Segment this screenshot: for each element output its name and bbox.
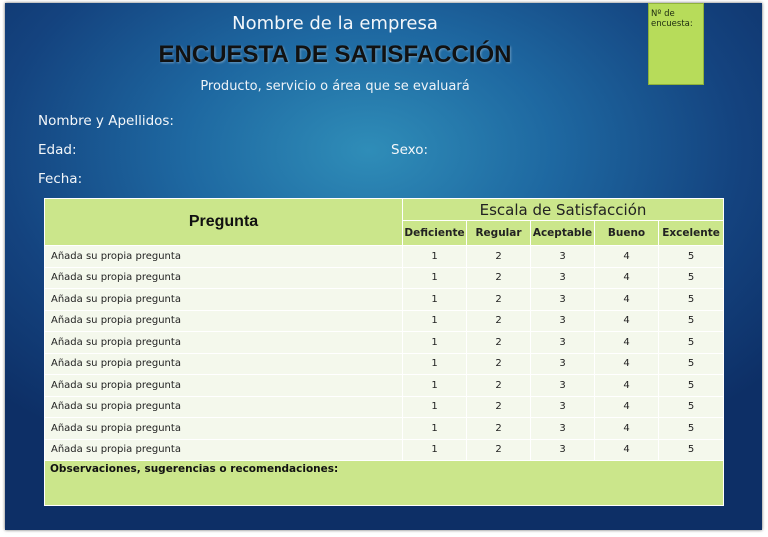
satisfaction-table [44, 198, 724, 506]
rating-cell-3[interactable]: 3 [531, 353, 595, 375]
table-row [45, 439, 724, 461]
table-row [45, 375, 724, 397]
rating-cell-4[interactable]: 4 [595, 353, 659, 375]
question-column-header: Pregunta [45, 199, 403, 246]
rating-cell-5[interactable]: 5 [659, 332, 724, 354]
level-header-bueno: Bueno [595, 221, 659, 246]
rating-cell-2[interactable]: 2 [467, 267, 531, 289]
rating-cell-5[interactable]: 5 [659, 418, 724, 440]
rating-cell-1[interactable]: 1 [403, 396, 467, 418]
rating-cell-1[interactable]: 1 [403, 310, 467, 332]
rating-cell-4[interactable]: 4 [595, 246, 659, 268]
rating-cell-1[interactable]: 1 [403, 375, 467, 397]
rating-cell-2[interactable]: 2 [467, 332, 531, 354]
rating-cell-2[interactable]: 2 [467, 289, 531, 311]
table-row [45, 396, 724, 418]
rating-cell-5[interactable]: 5 [659, 267, 724, 289]
rating-cell-5[interactable]: 5 [659, 310, 724, 332]
rating-cell-2[interactable]: 2 [467, 439, 531, 461]
table-row [45, 289, 724, 311]
level-header-excelente: Excelente [659, 221, 724, 246]
date-field-label: Fecha: [38, 171, 83, 187]
rating-cell-2[interactable]: 2 [467, 396, 531, 418]
rating-cell-3[interactable]: 3 [531, 267, 595, 289]
rating-cell-3[interactable]: 3 [531, 289, 595, 311]
rating-cell-1[interactable]: 1 [403, 353, 467, 375]
question-cell[interactable]: Añada su propia pregunta [45, 353, 403, 375]
table-row [45, 310, 724, 332]
rating-cell-3[interactable]: 3 [531, 418, 595, 440]
rating-cell-3[interactable]: 3 [531, 439, 595, 461]
rating-cell-1[interactable]: 1 [403, 267, 467, 289]
rating-cell-2[interactable]: 2 [467, 375, 531, 397]
observations-box[interactable] [45, 461, 724, 506]
question-cell[interactable]: Añada su propia pregunta [45, 289, 403, 311]
question-cell[interactable]: Añada su propia pregunta [45, 418, 403, 440]
question-cell[interactable]: Añada su propia pregunta [45, 267, 403, 289]
rating-cell-2[interactable]: 2 [467, 418, 531, 440]
rating-cell-2[interactable]: 2 [467, 353, 531, 375]
rating-cell-5[interactable]: 5 [659, 375, 724, 397]
rating-cell-5[interactable]: 5 [659, 289, 724, 311]
rating-cell-5[interactable]: 5 [659, 246, 724, 268]
survey-number-label: Nº de encuesta: [651, 9, 693, 29]
rating-cell-1[interactable]: 1 [403, 418, 467, 440]
table-row [45, 332, 724, 354]
observations-label: Observaciones, sugerencias o recomendaciones: [50, 463, 339, 475]
table-row [45, 418, 724, 440]
scale-header: Escala de Satisfacción [403, 199, 724, 221]
age-field-label: Edad: [38, 142, 77, 158]
survey-subtitle: Producto, servicio o área que se evaluará [200, 79, 470, 94]
level-header-aceptable: Aceptable [531, 221, 595, 246]
company-name: Nombre de la empresa [232, 13, 438, 34]
rating-cell-1[interactable]: 1 [403, 332, 467, 354]
survey-title: ENCUESTA DE SATISFACCIÓN [158, 41, 512, 68]
question-cell[interactable]: Añada su propia pregunta [45, 396, 403, 418]
name-field-label: Nombre y Apellidos: [38, 113, 174, 129]
question-cell[interactable]: Añada su propia pregunta [45, 246, 403, 268]
rating-cell-4[interactable]: 4 [595, 267, 659, 289]
rating-cell-3[interactable]: 3 [531, 310, 595, 332]
sex-field-label: Sexo: [391, 142, 429, 158]
rating-cell-5[interactable]: 5 [659, 353, 724, 375]
rating-cell-1[interactable]: 1 [403, 289, 467, 311]
rating-cell-4[interactable]: 4 [595, 332, 659, 354]
rating-cell-4[interactable]: 4 [595, 418, 659, 440]
survey-page [5, 3, 762, 530]
rating-cell-4[interactable]: 4 [595, 310, 659, 332]
level-header-regular: Regular [467, 221, 531, 246]
rating-cell-3[interactable]: 3 [531, 396, 595, 418]
table-row [45, 267, 724, 289]
rating-cell-2[interactable]: 2 [467, 310, 531, 332]
question-cell[interactable]: Añada su propia pregunta [45, 332, 403, 354]
rating-cell-2[interactable]: 2 [467, 246, 531, 268]
rating-cell-4[interactable]: 4 [595, 439, 659, 461]
level-header-deficiente: Deficiente [403, 221, 467, 246]
rating-cell-3[interactable]: 3 [531, 375, 595, 397]
question-cell[interactable]: Añada su propia pregunta [45, 375, 403, 397]
survey-number-box[interactable] [648, 3, 704, 85]
rating-cell-1[interactable]: 1 [403, 439, 467, 461]
rating-cell-5[interactable]: 5 [659, 439, 724, 461]
table-row [45, 246, 724, 268]
rating-cell-4[interactable]: 4 [595, 375, 659, 397]
rating-cell-4[interactable]: 4 [595, 396, 659, 418]
rating-cell-1[interactable]: 1 [403, 246, 467, 268]
rating-cell-3[interactable]: 3 [531, 332, 595, 354]
rating-cell-4[interactable]: 4 [595, 289, 659, 311]
rating-cell-5[interactable]: 5 [659, 396, 724, 418]
question-cell[interactable]: Añada su propia pregunta [45, 439, 403, 461]
table-row [45, 353, 724, 375]
rating-cell-3[interactable]: 3 [531, 246, 595, 268]
question-cell[interactable]: Añada su propia pregunta [45, 310, 403, 332]
